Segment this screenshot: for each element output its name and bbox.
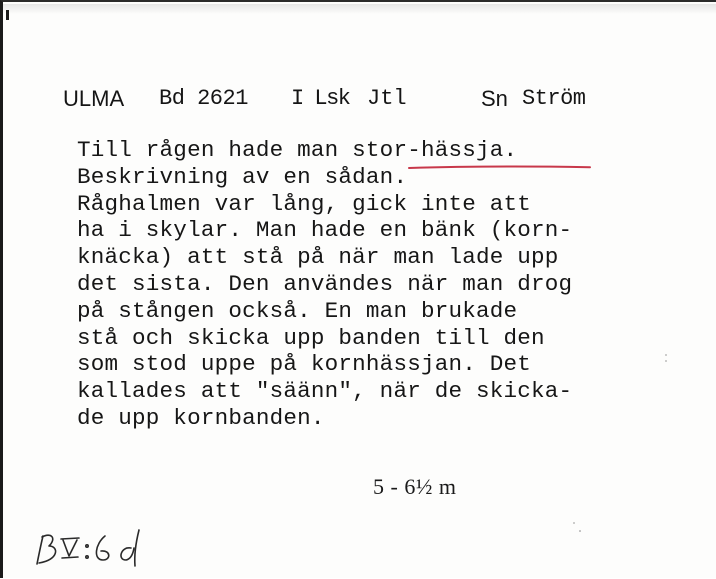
card-left-notch <box>6 10 9 20</box>
region-code: I Lsk <box>291 86 350 111</box>
paper-speck <box>573 522 575 524</box>
card-top-edge <box>3 4 716 14</box>
text-line: stå och skicka upp banden till den <box>77 324 545 351</box>
measurement-text: 5 - 6½ m <box>373 474 457 499</box>
record-code: Bd 2621 <box>159 86 248 111</box>
text-line: som stod uppe på kornhässjan. Det <box>77 351 532 378</box>
parish-prefix: Sn <box>481 86 508 111</box>
text-line: kallades att "säänn", när de skicka- <box>77 378 573 405</box>
text-line: de upp kornbanden. <box>77 404 325 431</box>
red-underline-mark <box>408 164 591 170</box>
card-body-text <box>77 137 697 432</box>
parish-name: Ström <box>522 86 586 111</box>
text-line: det sista. Den användes när man drog <box>77 270 573 297</box>
text-line: på stången också. En man brukade <box>77 297 518 324</box>
text-line: Beskrivning av en sådan. <box>77 163 408 190</box>
text-line: knäcka) att stå på när man lade upp <box>77 244 559 271</box>
text-line: Råghalmen var lång, gick inte att <box>77 190 532 217</box>
paper-speck <box>665 354 667 356</box>
handwritten-mark <box>31 526 157 574</box>
district-code: Jtl <box>367 86 407 111</box>
text-line: ha i skylar. Man hade en bänk (korn- <box>77 217 573 244</box>
text-line: Till rågen hade man stor-hässja. <box>77 137 518 163</box>
paper-speck <box>665 360 667 362</box>
paper-speck <box>579 530 581 532</box>
archive-name: ULMA <box>63 86 125 111</box>
